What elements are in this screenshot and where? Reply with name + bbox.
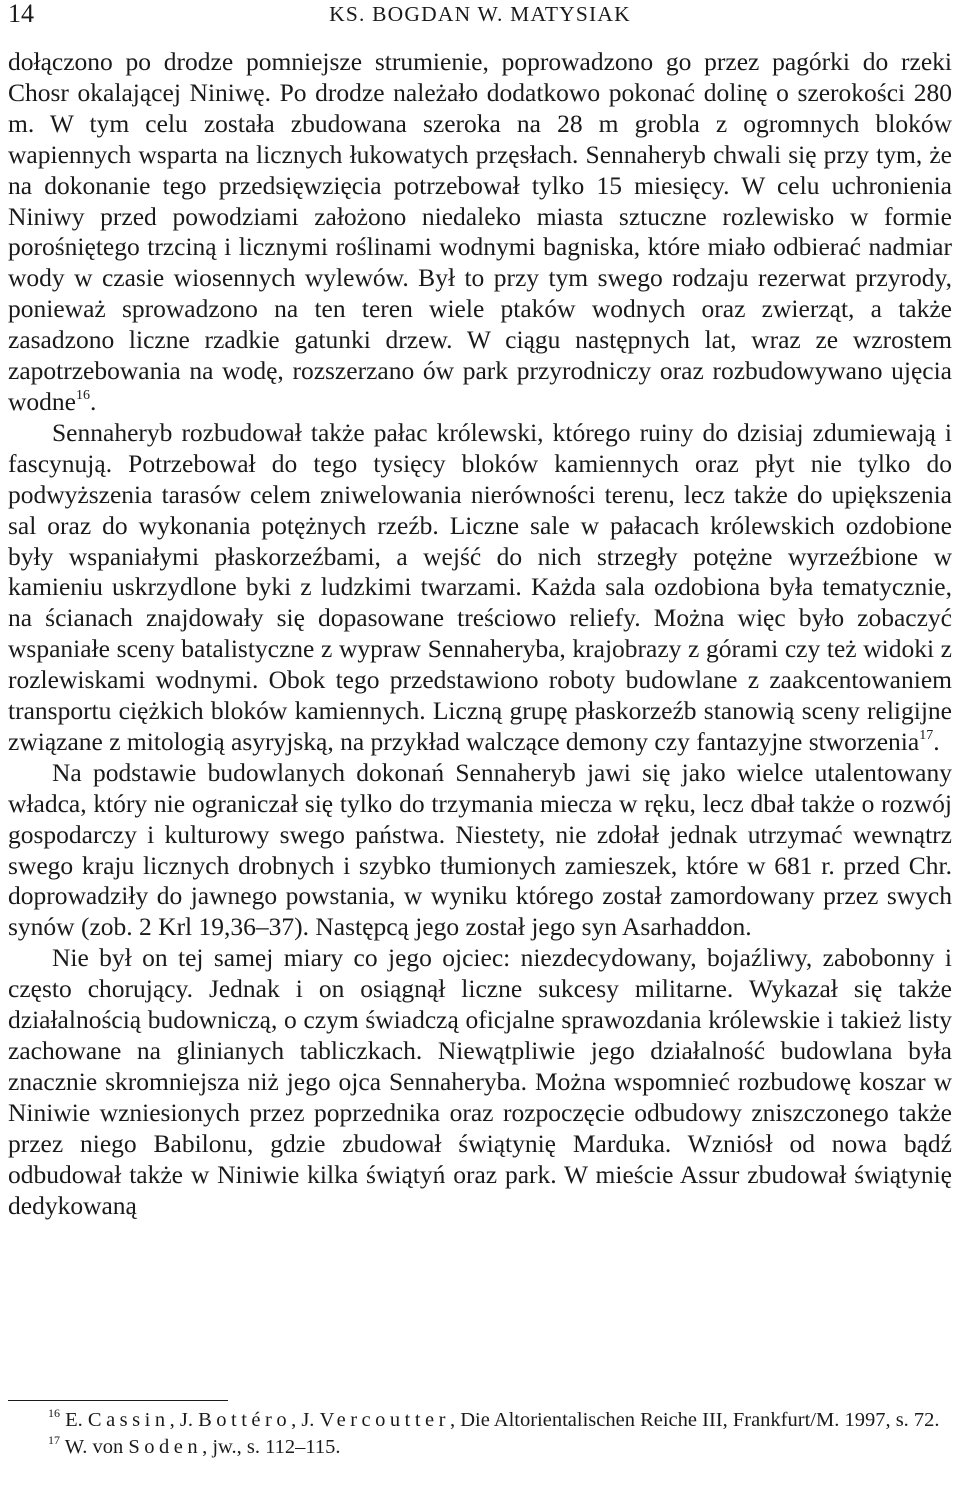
footnote-text: , Die Altorientalischen Reiche III, Frankfurt/M. 1997, s. 72.	[449, 1409, 940, 1431]
paragraph-3: Na podstawie budowlanych dokonań Sennaheryb jawi się jako wielce utalentowany władca, który nie ograniczał się tylko do trzymania miecza w ręku, lecz dbał także o rozwój gospodarczy i kulturowy swego państwa. Niestety, nie zdołał jednak utrzymać wewnątrz swego kraju licznych drobnych i szybko tłumionych zamieszek, które w 681 r. przed Chr. doprowadziły do jawnego powstania, w wyniku którego został zamordowany przez swych synów (zob. 2 Krl 19,36–37). Następcą jego został jego syn Asarhaddon.	[8, 757, 952, 942]
footnotes	[8, 1407, 952, 1460]
paragraph-4: Nie był on tej samej miary co jego ojciec: niezdecydowany, bojaźliwy, zabobonny i często chorujący. Jednak i on osiągnął liczne sukcesy militarne. Wykazał się także działalnością budowniczą, o czym świadczą oficjalne sprawozdania królewskie i takież listy zachowane na glinianych tabliczkach. Niewątpliwie jego działalność budowlana była znacznie skromniejsza niż jego ojca Sennaheryba. Można wspomnieć rozbudowę koszar w Niniwie wzniesionych przez poprzednika oraz rozpoczęcie odbudowy zniszczonego także przez niego Babilonu, gdzie zbudował świątynię Marduka. Wzniósł od nowa bądź odbudował także w Niniwie kilka świątyń oraz park. W mieście Assur zbudował świątynię dedykowaną	[8, 943, 952, 1220]
author-name: Soden	[128, 1435, 203, 1458]
footnote-text: , J.	[291, 1409, 320, 1431]
running-head: KS. BOGDAN W. MATYSIAK	[329, 2, 631, 26]
footnote-text: , jw., s. 112–115.	[202, 1435, 341, 1458]
footnote-17	[8, 1434, 952, 1461]
footnote-16	[8, 1407, 952, 1434]
page-number: 14	[8, 0, 34, 28]
footnote-number: 17	[48, 1432, 60, 1447]
author-name: Bottéro	[198, 1409, 292, 1431]
author-name: Vercoutter	[319, 1409, 450, 1431]
footnote-number: 16	[48, 1406, 60, 1420]
footnote-text: , J.	[169, 1409, 199, 1431]
paragraph-2-end: .	[933, 726, 940, 756]
paragraph-1	[8, 47, 952, 418]
footnote-ref-16[interactable]: 16	[75, 387, 90, 403]
author-name: Cassin	[87, 1409, 170, 1431]
footnote-text: W. von	[64, 1435, 129, 1458]
paragraph-2-text: Sennaheryb rozbudował także pałac królewski, którego ruiny do dzisiaj zdumiewają i fascynują. Potrzebował do tego tysięcy bloków kamiennych oraz płyt nie tylko do podwyższenia tarasów celem zniwelowania nierówności terenu, lecz także do upiększenia sal oraz do wykonania potężnych rzeźb. Liczne sale w pałacach królewskich ozdobione były wspaniałymi płaskorzeźbami, a wejść do nich strzegły potężne wyrzeźbione w kamieniu uskrzydlone byki z ludzkimi twarzami. Każda sala ozdobiona była tematycznie, na ścianach znajdowały się dopasowane treściowo reliefy. Można więc było zobaczyć wspaniałe sceny batalistyczne z wypraw Sennaheryba, krajobrazy z górami czy też widoki z rozlewiskami wodnymi. Obok tego przedstawiono roboty budowlane z zaakcentowaniem transportu ciężkich bloków kamiennych. Liczną grupę płaskorzeźb stanowią sceny religijne związane z mitologią asyryjską, na przykład walczące demony czy fantazyjne stworzenia	[8, 417, 952, 756]
paragraph-2	[8, 418, 952, 758]
footnote-separator	[8, 1400, 228, 1401]
paragraph-1-end: .	[89, 386, 97, 416]
paragraph-1-text: dołączono po drodze pomniejsze strumienie, poprowadzono go przez pagórki do rzeki Chosr okalającej Niniwę. Po drodze należało dodatkowo pokonać dolinę o szerokości 280 m. W tym celu została zbudowana szeroka na 28 m grobla z ogromnych bloków wapiennych wsparta na licznych łukowatych przęsłach. Sennaheryb chwali się przy tym, że na dokonanie tego przedsięwzięcia potrzebował tylko 15 miesięcy. W celu uchronienia Niniwy przed powodziami założono niedaleko miasta sztuczne rozlewisko w formie porośniętego trzciną i licznymi roślinami wodnymi bagniska, które miało odbierać nadmiar wody w czasie wiosennych wylewów. Był to przy tym swego rodzaju rezerwat przyrody, ponieważ sprowadzono na ten teren wiele ptaków wodnych oraz zwierząt, a także zasadzono liczne rzadkie gatunki drzew. W ciągu następnych lat, wraz ze wzrostem zapotrzebowania na wodę, rozszerzano ów park przyrodniczy oraz rozbudowywano ujęcia wodne	[8, 47, 952, 416]
page-header	[8, 0, 952, 30]
footnote-ref-17[interactable]: 17	[919, 727, 934, 743]
footnote-text: E.	[65, 1409, 88, 1431]
main-text	[8, 47, 952, 1221]
